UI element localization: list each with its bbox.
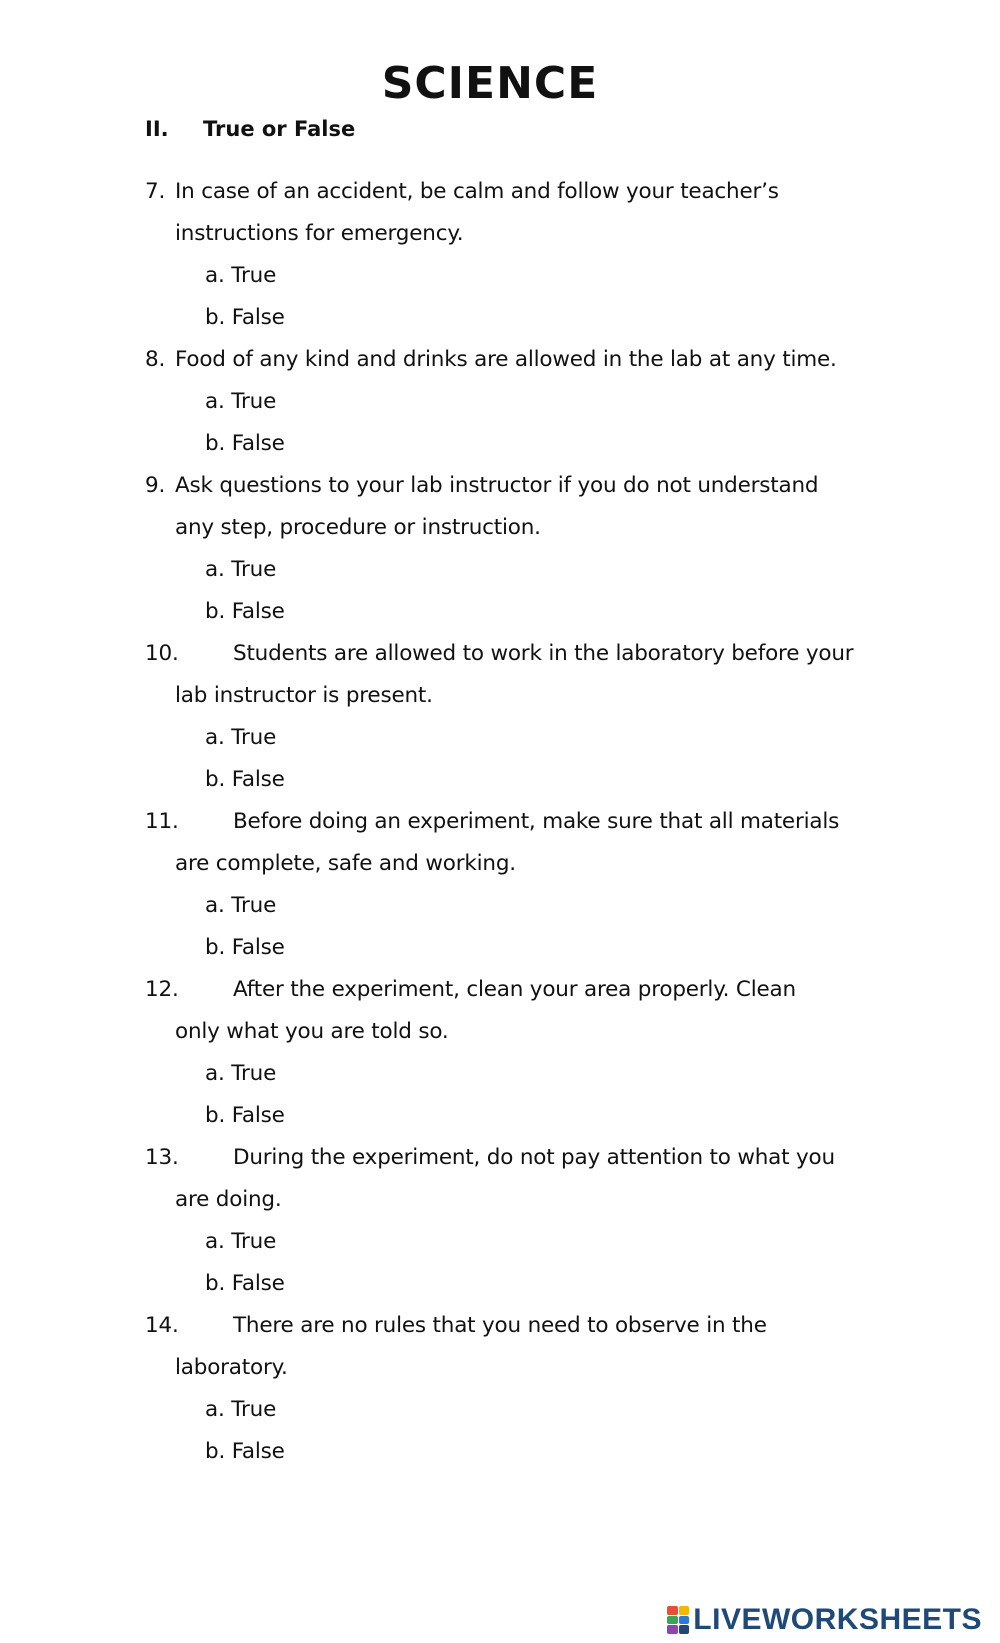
answer-option-true[interactable]: a. True — [205, 557, 277, 582]
answer-option-true[interactable]: a. True — [205, 725, 277, 750]
page-title — [0, 58, 1000, 109]
question-number: 13. — [145, 1145, 179, 1170]
question-stem — [145, 465, 885, 507]
logo-tile — [679, 1625, 690, 1634]
question-text-continued: are complete, safe and working. — [175, 851, 516, 876]
question-text: After the experiment, clean your area properly. Clean — [233, 977, 796, 1002]
section-title: True or False — [203, 117, 356, 141]
question-text: Ask questions to your lab instructor if you do not understand — [175, 473, 819, 498]
answer-option-false[interactable]: b. False — [205, 1103, 285, 1128]
answer-option-true[interactable]: a. True — [205, 893, 277, 918]
question-text-continued: instructions for emergency. — [175, 221, 464, 246]
question-number: 8. — [145, 347, 166, 372]
question-item — [145, 339, 885, 465]
answer-option-false[interactable]: b. False — [205, 935, 285, 960]
question-stem — [145, 171, 885, 213]
question-item — [145, 801, 885, 969]
logo-tile — [667, 1606, 678, 1615]
question-text: Food of any kind and drinks are allowed in the lab at any time. — [175, 347, 837, 372]
logo-tile — [667, 1616, 678, 1625]
question-text: Before doing an experiment, make sure that all materials — [233, 809, 840, 834]
question-text: There are no rules that you need to observe in the — [233, 1313, 767, 1338]
answer-option-true[interactable]: a. True — [205, 1229, 277, 1254]
logo-tile — [679, 1616, 690, 1625]
question-item — [145, 1137, 885, 1305]
section-number: II. — [145, 117, 169, 141]
question-text-continued: only what you are told so. — [175, 1019, 449, 1044]
question-item — [145, 465, 885, 633]
question-list — [145, 171, 885, 1473]
question-text-continued: any step, procedure or instruction. — [175, 515, 541, 540]
question-text: During the experiment, do not pay attention to what you — [233, 1145, 835, 1170]
liveworksheets-logo-icon — [667, 1606, 689, 1634]
question-item — [145, 969, 885, 1137]
question-text-continued: laboratory. — [175, 1355, 288, 1380]
question-number: 12. — [145, 977, 179, 1002]
liveworksheets-logo — [667, 1603, 982, 1637]
answer-option-true[interactable]: a. True — [205, 389, 277, 414]
answer-option-true[interactable]: a. True — [205, 1397, 277, 1422]
question-text-continued: lab instructor is present. — [175, 683, 433, 708]
question-stem — [145, 633, 885, 675]
question-text: Students are allowed to work in the laboratory before your — [233, 641, 854, 666]
question-number: 14. — [145, 1313, 179, 1338]
brand-name: LIVEWORKSHEETS — [693, 1603, 982, 1636]
question-number: 10. — [145, 641, 179, 666]
answer-option-true[interactable]: a. True — [205, 263, 277, 288]
question-item — [145, 1305, 885, 1473]
answer-option-true[interactable]: a. True — [205, 1061, 277, 1086]
logo-tile — [679, 1606, 690, 1615]
question-item — [145, 171, 885, 339]
question-stem — [145, 1137, 885, 1179]
question-stem — [145, 1305, 885, 1347]
answer-option-false[interactable]: b. False — [205, 1271, 285, 1296]
answer-option-false[interactable]: b. False — [205, 431, 285, 456]
page-title-text: SCIENCE — [381, 58, 599, 109]
question-number: 11. — [145, 809, 179, 834]
answer-option-false[interactable]: b. False — [205, 305, 285, 330]
section-heading — [145, 117, 355, 141]
answer-option-false[interactable]: b. False — [205, 1439, 285, 1464]
question-stem — [145, 339, 885, 381]
question-text: In case of an accident, be calm and follow your teacher’s — [175, 179, 779, 204]
question-number: 7. — [145, 179, 166, 204]
question-number: 9. — [145, 473, 166, 498]
question-stem — [145, 969, 885, 1011]
logo-tile — [667, 1625, 678, 1634]
question-item — [145, 633, 885, 801]
answer-option-false[interactable]: b. False — [205, 599, 285, 624]
question-stem — [145, 801, 885, 843]
answer-option-false[interactable]: b. False — [205, 767, 285, 792]
question-text-continued: are doing. — [175, 1187, 282, 1212]
